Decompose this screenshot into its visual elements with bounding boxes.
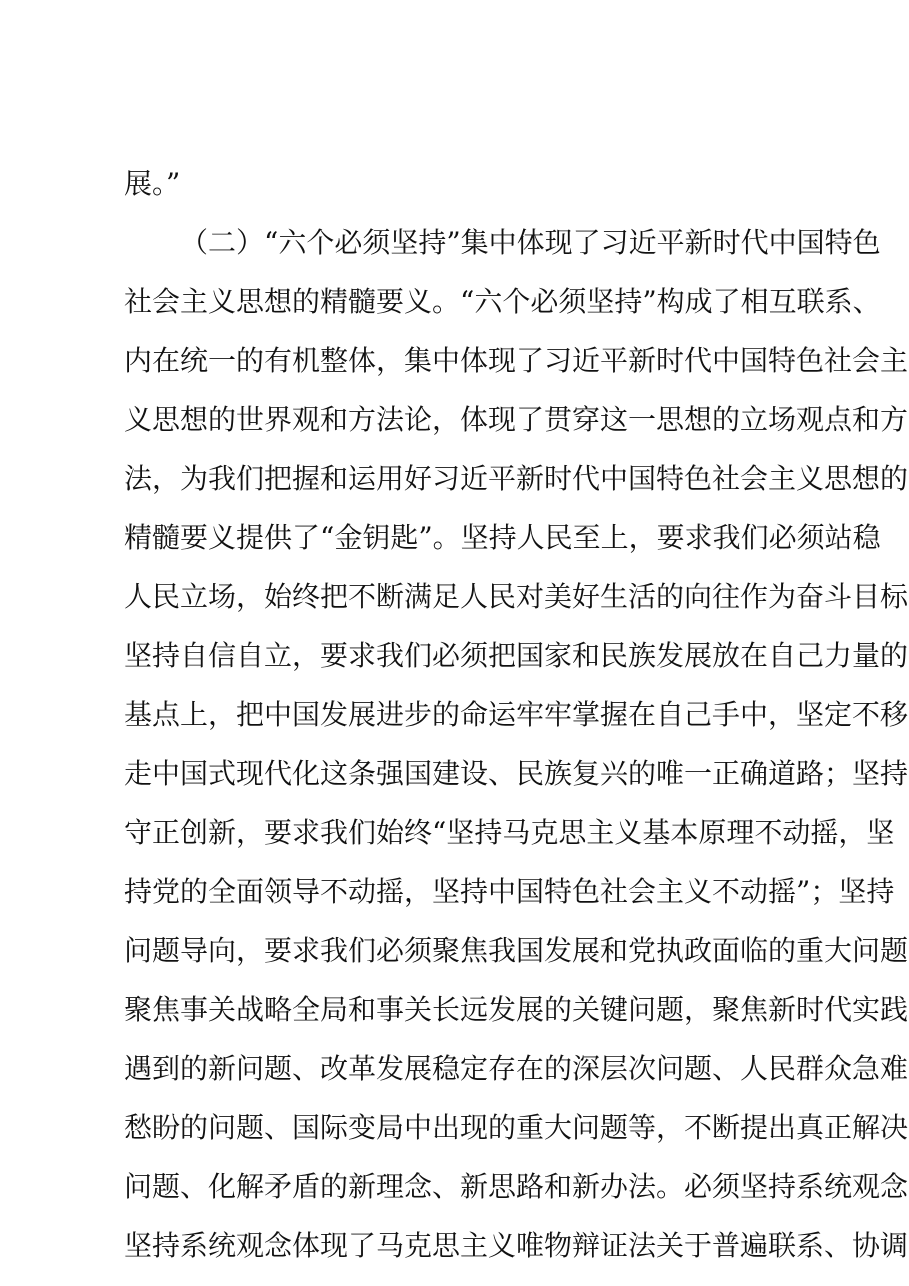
text-line: 义思想的世界观和方法论，体现了贯穿这一思想的立场观点和方 bbox=[124, 403, 909, 436]
text-line: 人民立场，始终把不断满足人民对美好生活的向往作为奋斗目标 bbox=[124, 580, 909, 613]
section-heading-line: （二）“六个必须坚持”集中体现了习近平新时代中国特色 bbox=[180, 226, 881, 259]
text-line: 社会主义思想的精髓要义。“六个必须坚持”构成了相互联系、 bbox=[124, 285, 881, 318]
text-line: 遇到的新问题、改革发展稳定存在的深层次问题、人民群众急难 bbox=[124, 1052, 909, 1085]
text-line: 精髓要义提供了“金钥匙”。坚持人民至上，要求我们必须站稳 bbox=[124, 521, 881, 554]
text-line: 展。” bbox=[124, 167, 181, 200]
text-line: 聚焦事关战略全局和事关长远发展的关键问题，聚焦新时代实践 bbox=[124, 993, 909, 1026]
text-line: 守正创新，要求我们始终“坚持马克思主义基本原理不动摇，坚 bbox=[124, 816, 895, 849]
text-line: 问题导向，要求我们必须聚焦我国发展和党执政面临的重大问题 bbox=[124, 934, 909, 967]
text-line: 问题、化解矛盾的新理念、新思路和新办法。必须坚持系统观念 bbox=[124, 1170, 909, 1203]
text-line: 走中国式现代化这条强国建设、民族复兴的唯一正确道路；坚持 bbox=[124, 757, 909, 790]
text-line: 法，为我们把握和运用好习近平新时代中国特色社会主义思想的 bbox=[124, 462, 909, 495]
text-line: 坚持自信自立，要求我们必须把国家和民族发展放在自己力量的 bbox=[124, 639, 909, 672]
text-line: 坚持系统观念体现了马克思主义唯物辩证法关于普遍联系、协调 bbox=[124, 1229, 909, 1262]
text-line: 基点上，把中国发展进步的命运牢牢掌握在自己手中，坚定不移 bbox=[124, 698, 909, 731]
text-line: 持党的全面领导不动摇，坚持中国特色社会主义不动摇”；坚持 bbox=[124, 875, 895, 908]
text-line: 内在统一的有机整体，集中体现了习近平新时代中国特色社会主 bbox=[124, 344, 909, 377]
text-line: 愁盼的问题、国际变局中出现的重大问题等，不断提出真正解决 bbox=[124, 1111, 909, 1144]
